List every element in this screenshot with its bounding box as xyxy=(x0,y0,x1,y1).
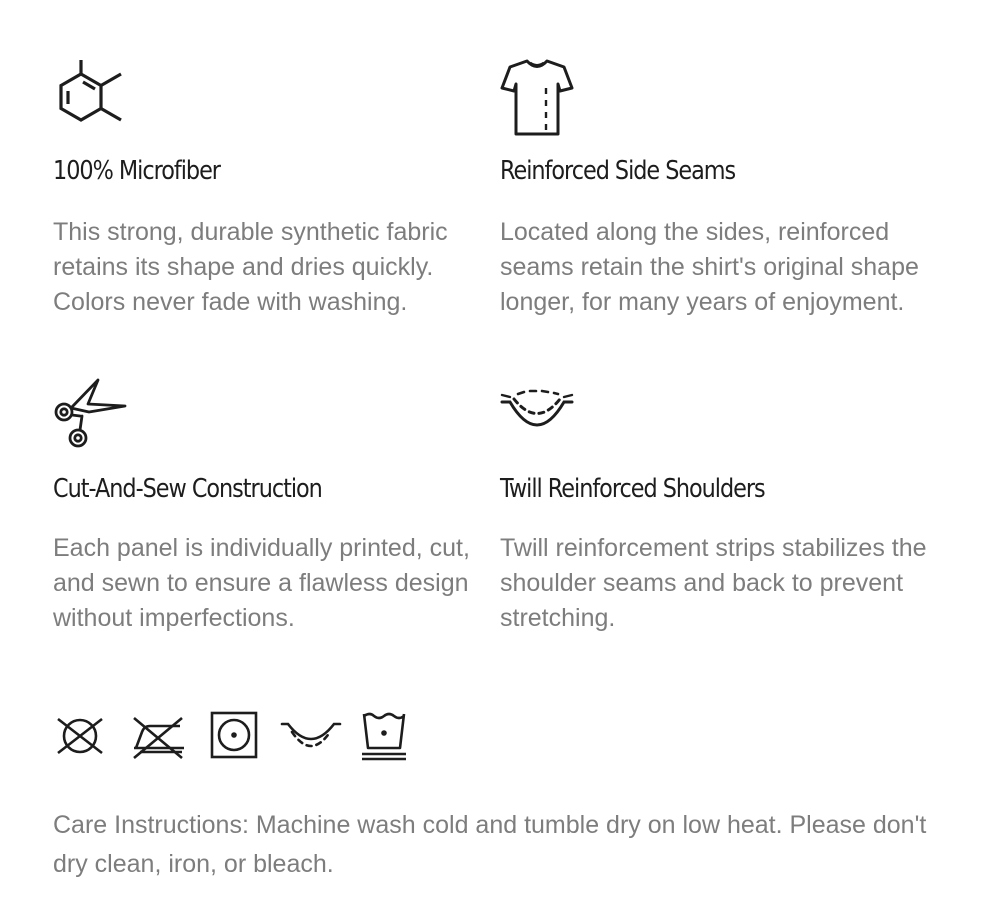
scissors-icon xyxy=(53,378,129,454)
collar-stitch-icon xyxy=(500,388,576,448)
tumble-dry-low-icon xyxy=(208,708,264,764)
tshirt-icon xyxy=(500,58,576,138)
hexagon-molecule-icon xyxy=(53,58,129,134)
machine-wash-cold-icon xyxy=(358,708,414,770)
care-instructions: Care Instructions: Machine wash cold and tumble dry on low heat. Please don't dry clean, iron, or bleach. xyxy=(53,811,927,878)
feature-cut-and-sew xyxy=(53,378,473,658)
feature-description: Located along the sides, reinforced seams retain the shirt's original shape longer, for many years of enjoyment. xyxy=(500,218,919,316)
feature-title: Reinforced Side Seams xyxy=(500,156,736,186)
feature-description: Twill reinforcement strips stabilizes the shoulder seams and back to prevent stretching. xyxy=(500,534,927,632)
feature-title: Twill Reinforced Shoulders xyxy=(500,474,765,504)
feature-microfiber xyxy=(53,58,473,358)
feature-title: 100% Microfiber xyxy=(53,156,220,186)
do-not-dry-clean-icon xyxy=(52,708,108,764)
feature-description: This strong, durable synthetic fabric retains its shape and dries quickly. Colors never fade with washing. xyxy=(53,218,448,316)
care-icons-row xyxy=(52,708,422,768)
do-not-iron-icon xyxy=(128,708,188,764)
feature-twill-shoulders xyxy=(500,378,927,658)
feature-title: Cut-And-Sew Construction xyxy=(53,474,322,504)
no-bleach-collar-icon xyxy=(278,708,344,764)
feature-description: Each panel is individually printed, cut, and sewn to ensure a flawless design without imperfections. xyxy=(53,534,470,632)
feature-side-seams xyxy=(500,58,920,358)
